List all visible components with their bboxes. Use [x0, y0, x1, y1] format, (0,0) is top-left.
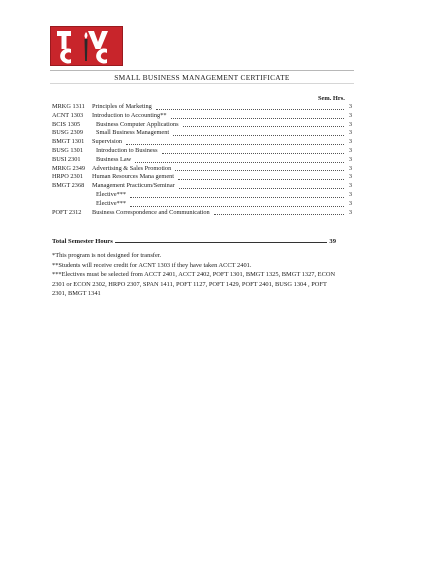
- course-name: Advertising & Sales Promotion: [92, 164, 172, 172]
- course-row: [52, 112, 352, 121]
- course-row: [52, 200, 352, 209]
- dot-leader: [156, 103, 344, 110]
- course-code: BMGT 2368: [52, 182, 85, 190]
- course-row: [52, 121, 352, 130]
- course-row: [52, 191, 352, 200]
- dot-leader: [130, 200, 344, 207]
- course-hours: 3: [348, 120, 352, 128]
- course-name: Business Correspondence and Communication: [92, 208, 210, 216]
- course-row: [52, 103, 352, 112]
- document-title: SMALL BUSINESS MANAGEMENT CERTIFICATE: [114, 73, 290, 82]
- dot-leader: [183, 120, 344, 127]
- course-name: Elective***: [96, 190, 127, 198]
- course-hours: 3: [348, 208, 352, 216]
- dot-leader: [162, 147, 344, 154]
- course-name: Business Law: [96, 155, 132, 163]
- course-hours: 3: [348, 129, 352, 137]
- total-leader: [115, 236, 328, 243]
- course-code: ACNT 1303: [52, 111, 84, 119]
- course-name: Small Business Management: [96, 129, 170, 137]
- title-divider-bottom: [50, 83, 354, 84]
- course-name: Introduction to Business: [96, 146, 158, 154]
- course-code: POFT 2312: [52, 208, 82, 216]
- dot-leader: [173, 129, 344, 136]
- course-code: MRKG 1311: [52, 103, 85, 110]
- course-name: Human Resources Mana gement: [92, 173, 175, 181]
- dot-leader: [171, 112, 344, 119]
- course-row: [52, 147, 352, 156]
- course-code: HRPO 2301: [52, 173, 83, 181]
- dot-leader: [135, 156, 344, 163]
- course-hours: 3: [348, 182, 352, 190]
- course-hours: 3: [348, 111, 352, 119]
- total-semester-hours: [52, 236, 336, 245]
- course-hours: 3: [348, 199, 352, 207]
- course-name: Principles of Marketing: [92, 103, 152, 110]
- course-hours: 3: [348, 103, 352, 110]
- course-code: BUSG 1301: [52, 146, 83, 154]
- footnote-transfer: *This program is not designed for transfer.: [52, 252, 162, 259]
- course-row: [52, 165, 352, 174]
- course-hours: 3: [348, 173, 352, 181]
- course-code: BCIS 1305: [52, 120, 81, 128]
- course-code: BUSI 2301: [52, 155, 81, 163]
- title-divider-top: [50, 70, 354, 71]
- footnote-electives-line2: 2301 or ECON 2302, HRPO 2307, SPAN 1411, POFT 1127, POFT 1429, POFT 2401, BUSG 1304 , POFT: [52, 280, 327, 288]
- tvcc-logo: [50, 26, 123, 66]
- course-name: Elective***: [96, 199, 127, 207]
- course-row: [52, 138, 352, 147]
- course-name: Business Computer Applications: [96, 120, 179, 128]
- course-code: BUSG 2309: [52, 129, 83, 137]
- course-code: BMGT 1301: [52, 138, 85, 146]
- course-hours: 3: [348, 146, 352, 154]
- course-row: [52, 156, 352, 165]
- dot-leader: [126, 138, 344, 145]
- course-hours: 3: [348, 164, 352, 172]
- course-hours: 3: [348, 155, 352, 163]
- course-row: [52, 182, 352, 191]
- sem-hrs-header: Sem. Hrs.: [318, 95, 345, 102]
- dot-leader: [175, 164, 344, 171]
- course-code: MRKG 2349: [52, 164, 86, 172]
- course-row: [52, 209, 352, 218]
- course-list: [52, 103, 352, 217]
- course-row: [52, 129, 352, 138]
- course-row: [52, 173, 352, 182]
- course-hours: 3: [348, 190, 352, 198]
- dot-leader: [130, 191, 344, 198]
- total-value: 39: [329, 238, 336, 245]
- course-name: Management Practicum/Seminar: [92, 182, 175, 190]
- footnote-electives-line3: 2301, BMGT 1341: [52, 290, 101, 298]
- total-label: Total Semester Hours: [52, 238, 113, 245]
- dot-leader: [179, 182, 344, 189]
- footnote-electives-line1: ***Electives must be selected from ACCT 2401, ACCT 2402, POFT 1301, BMGT 1325, BMGT 1327, ECON: [52, 271, 336, 279]
- footnotes: [52, 251, 362, 299]
- dot-leader: [178, 173, 344, 180]
- course-name: Introduction to Accounting**: [92, 111, 167, 119]
- tvcc-logo-graphic: [51, 27, 122, 65]
- footnote-acnt-credit: **Students will receive credit for ACNT 1303 if they have taken ACCT 2401.: [52, 261, 252, 269]
- course-hours: 3: [348, 138, 352, 146]
- course-name: Supervision: [92, 138, 123, 146]
- dot-leader: [214, 208, 344, 215]
